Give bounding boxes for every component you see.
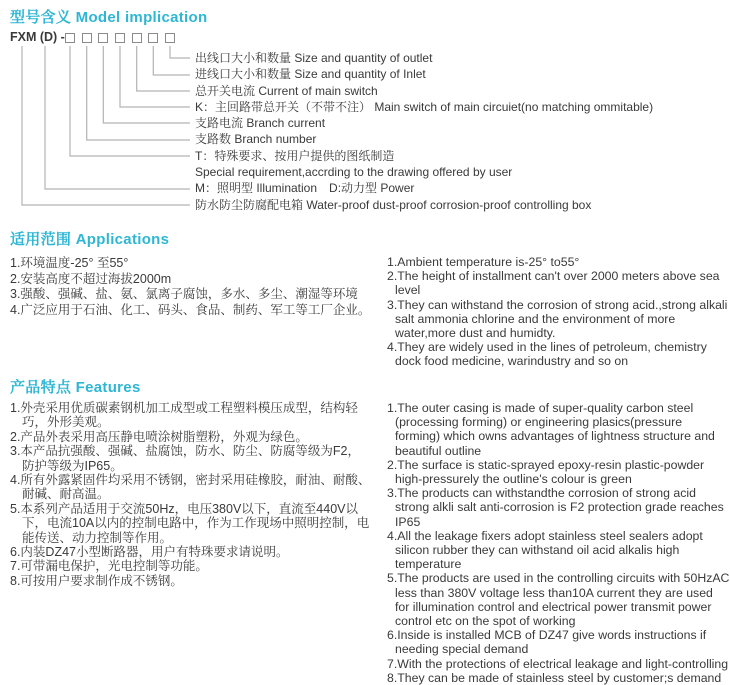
applications-zh-item: 2.安装高度不超过海拔2000m [10,271,172,286]
features-list-zh [10,401,372,588]
applications-en-item: 3.They can withstand the corrosion of strong acid.,strong alkali salt ammonia chlorine and the environment of more water,more dust and humidty. [387,297,728,341]
applications-zh-item: 3.强酸、强碱、盐、氨、氯离子腐蚀，多水、多尘、潮湿等环境 [10,287,358,302]
connector-line [170,46,190,58]
features-en-item: 3.The products can withstandthe corrosion of strong acid strong alkli salt anti-corrosion is F2 protection grade reaches IP65 [387,486,724,529]
applications-zh-item: 1.环境温度-25° 至55° [10,256,129,270]
features-zh-item: 4.所有外露紧固件均采用不锈钢，密封采用硅橡胶，耐油、耐酸、耐碱、耐高温。 [10,473,371,502]
features-en-item: 4.All the leakage fixers adopt stainless steel sealers adopt silicon rubber they can withstand oil acid alkalis high temperature [387,528,703,572]
connector-line [45,46,190,189]
features-en-item: 1.The outer casing is made of super-quality carbon steel (processing forming) or engineering plasics(pressure forming) which owns advantages of lightness structure and beautiful outline [387,401,715,458]
features-zh-item: 1.外壳采用优质碳素钢机加工成型或工程塑料模压成型，结构轻巧，外形美观。 [10,401,358,430]
model-label-row: T：特殊要求、按用户提供的图纸制造 [195,148,395,163]
model-label-row: 支路电流 Branch current [195,116,326,131]
connector-line [120,46,190,107]
features-zh-item: 7.可带漏电保护，光电控制等功能。 [10,559,208,574]
model-label-list [195,50,727,213]
features-en-item: 6.Inside is installed MCB of DZ47 give words instructions if needing special demand [387,628,707,657]
features-zh-item: 5.本系列产品适用于交流50Hz，电压380V以下，直流至440V以下，电流10A以内的控制电路中，作为工作现场中照明控制，电能传送、动力控制等作用。 [10,501,370,545]
applications-zh-item: 4.广泛应用于石油、化工、码头、食品、制药、军工等工厂企业。 [10,302,371,317]
connector-line [137,46,190,91]
applications-list-zh [10,256,372,318]
model-label-row: 总开关电流 Current of main switch [195,83,378,98]
model-label-row: 出线口大小和数量 Size and quantity of outlet [195,51,433,65]
applications-list-en [387,255,730,369]
connector-line [22,46,190,205]
model-label-row: 防水防尘防腐配电箱 Water-proof dust-proof corrosion-proof controlling box [195,197,592,212]
features-zh-item: 6.内装DZ47小型断路器，用户有特珠要求请说明。 [10,545,289,560]
features-en-item: 5.The products are used in the controlling circuits with 50HzAC less than 380V voltage less than10A current they are used for illumination control and electrical power transmit power control etc on the spot of working [387,571,730,629]
features-zh-item: 2.产品外表采用高压静电喷涂树脂塑粉，外观为绿色。 [10,429,308,444]
model-label-row: 支路数 Branch number [195,132,317,147]
model-code-prefix: FXM (D) - [10,30,65,44]
features-en-item: 8.They can be made of stainless steel by customer;s demand [387,670,722,685]
applications-en-item: 1.Ambient temperature is-25° to55° [387,255,580,269]
features-en-item: 7.With the protections of electrical leakage and light-controlling [387,656,729,671]
model-label-row: K：主回路带总开关（不带不注） Main switch of main circuiet(no matching ommitable) [195,99,654,114]
model-label-row: M：照明型 Illumination D:动力型 Power [195,181,415,196]
features-list-en [387,401,730,685]
connector-line [153,46,190,75]
model-label-row: Special requirement,accrding to the drawing offered by user [195,165,513,180]
features-zh-item: 8.可按用户要求制作成不锈钢。 [10,573,183,588]
features-en-item: 2.The surface is static-sprayed epoxy-resin plastic-powder high-pressurely the outline's colour is green [387,457,705,487]
applications-en-item: 4.They are widely used in the lines of petroleum, chemistry dock food medicine, warindustry and so on [387,340,707,369]
applications-en-item: 2.The height of installment can't over 2000 meters above sea level [387,269,720,298]
applications-section-heading: 适用范围 Applications [10,231,170,248]
model-section-heading: 型号含义 Model implication [10,9,208,26]
model-label-row: 进线口大小和数量 Size and quantity of Inlet [195,67,426,82]
features-section-heading: 产品特点 Features [10,379,141,396]
features-zh-item: 3.本产品抗强酸、强碱、盐腐蚀，防水、防尘、防腐等级为F2，防护等级为IP65。 [10,444,361,473]
connector-line [87,46,190,140]
